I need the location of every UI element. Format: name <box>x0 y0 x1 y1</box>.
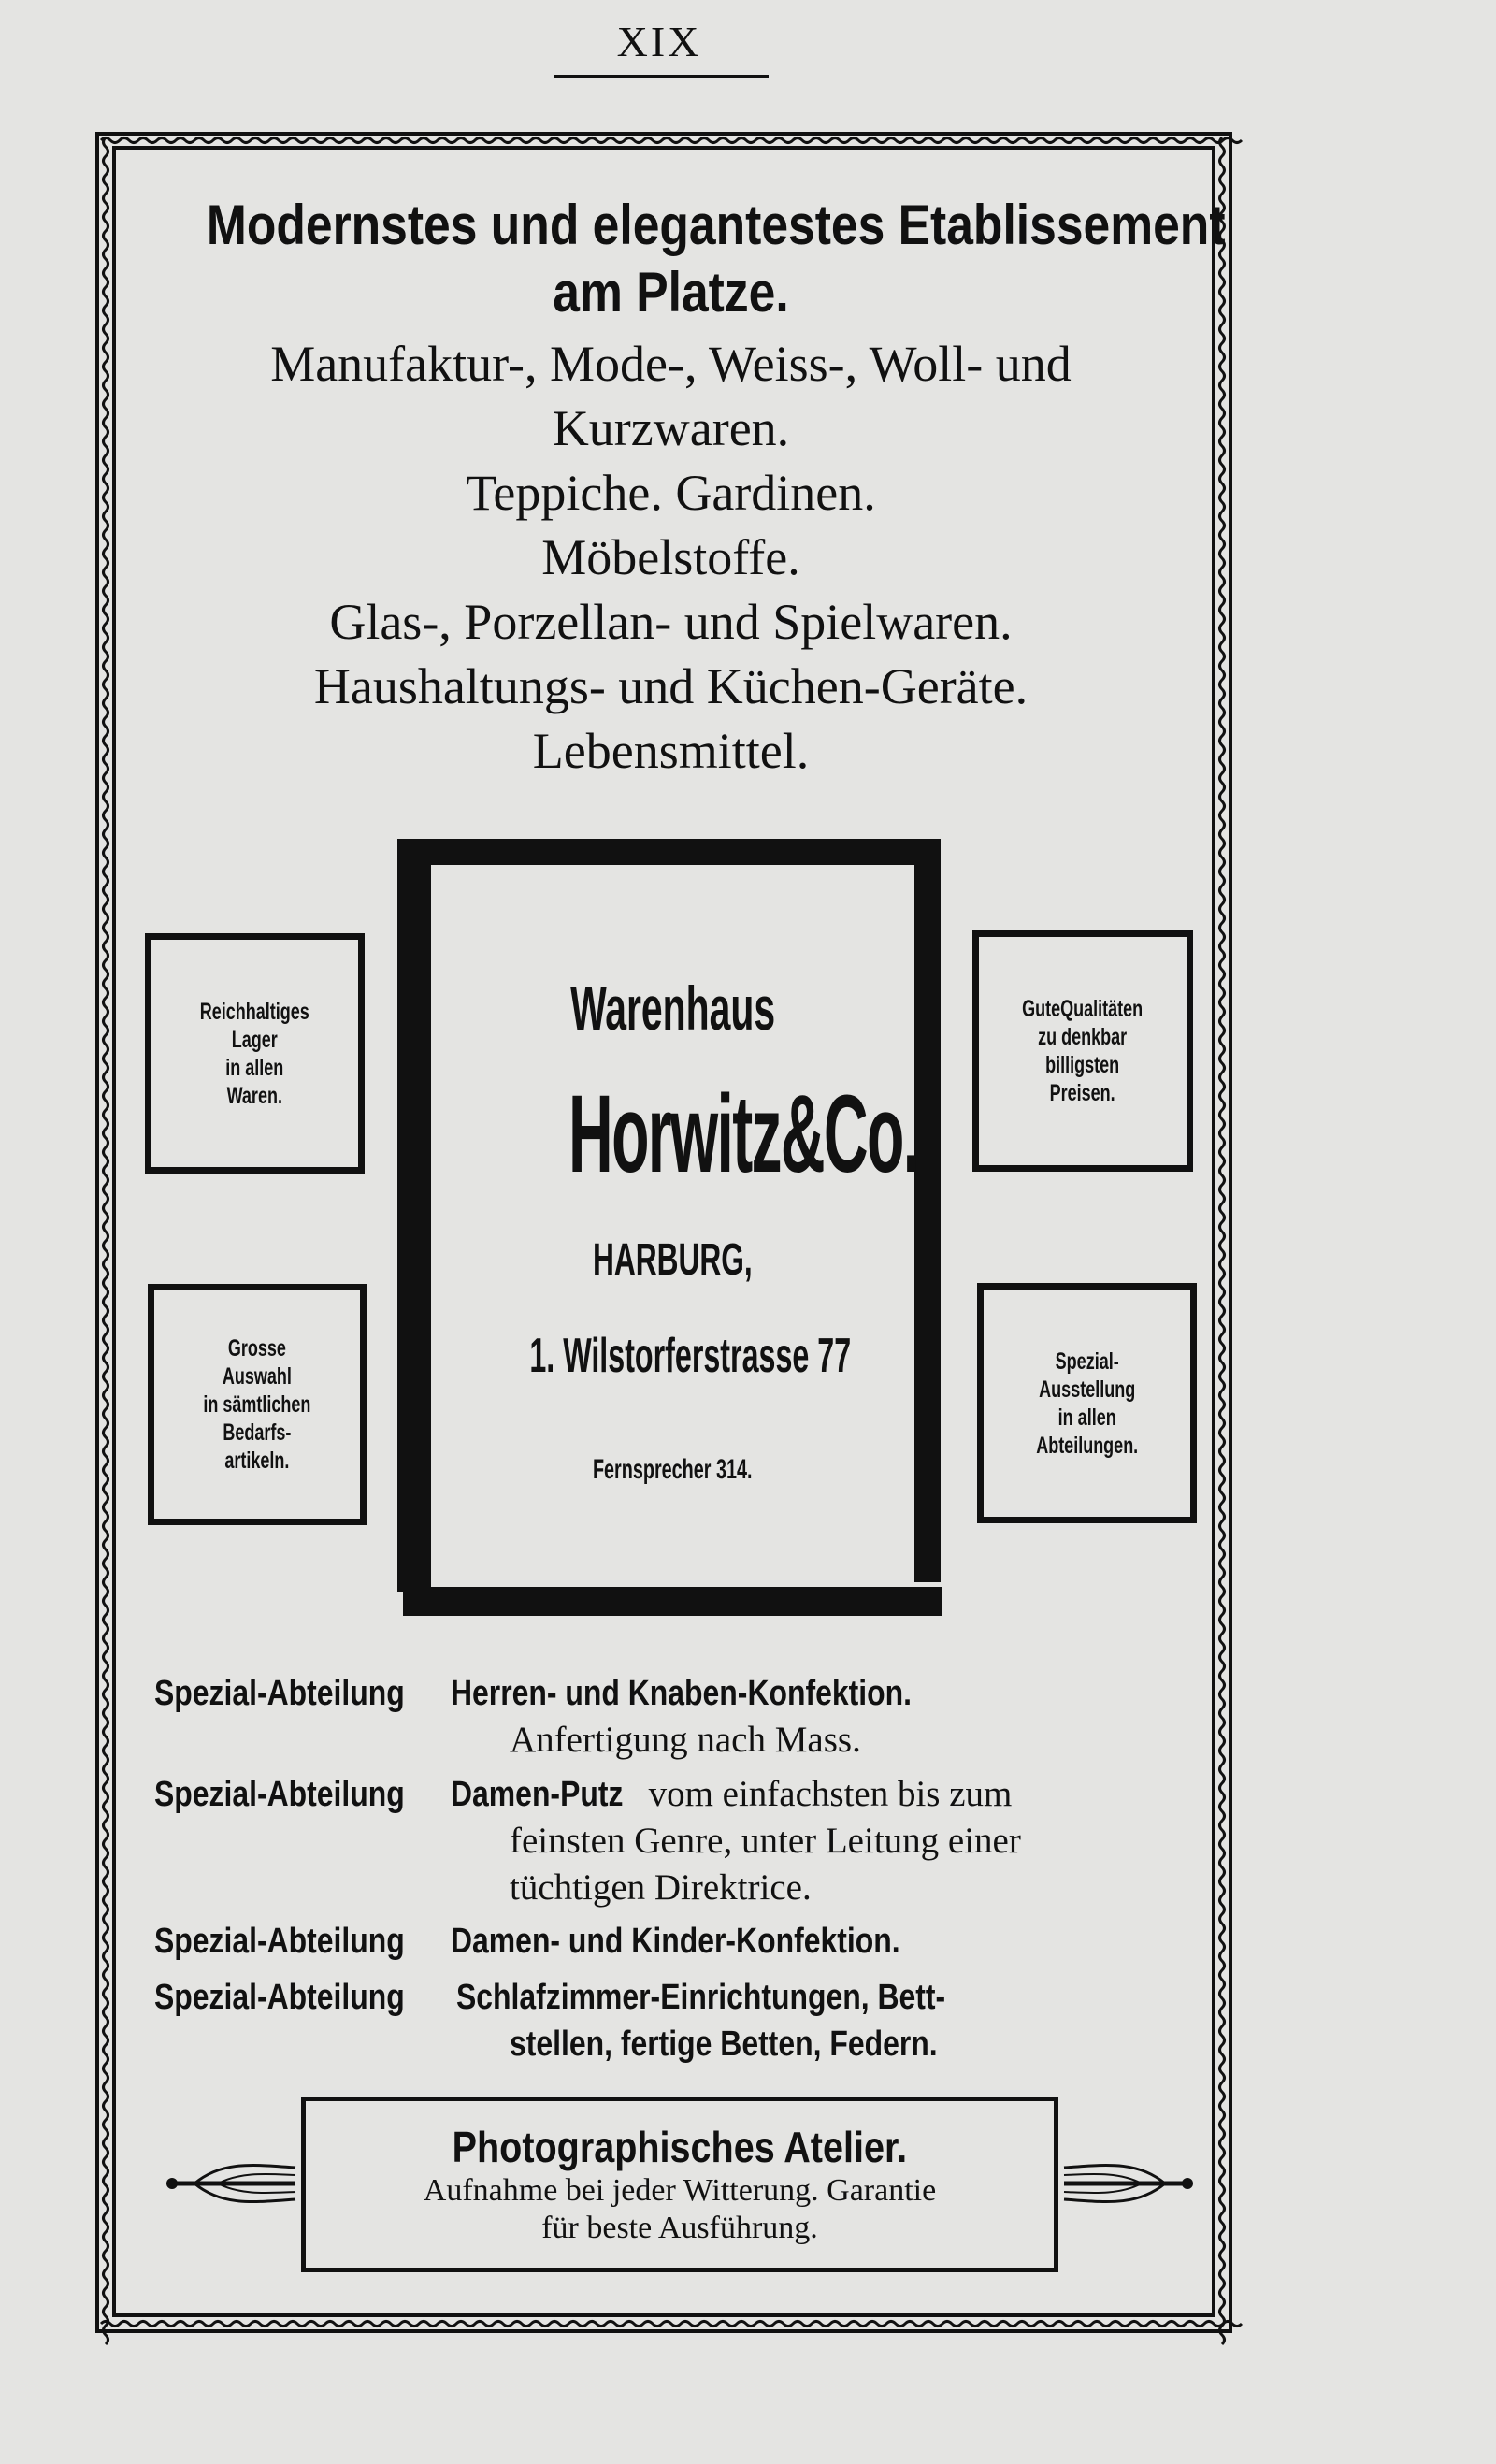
company-phone: Fernsprecher 314. <box>593 1454 753 1485</box>
department-damen-kinder <box>154 1917 1211 1965</box>
company-box-bottom-bar <box>403 1587 942 1616</box>
atelier-line-1: Aufnahme bei jeder Witterung. Garantie <box>423 2173 937 2208</box>
department-label: Spezial-Abteilung <box>154 1674 405 1713</box>
wavy-border-bottom <box>101 2322 1242 2327</box>
department-label: Spezial-Abteilung <box>154 1922 405 1961</box>
atelier-line-2: für beste Ausführung. <box>541 2211 818 2245</box>
wares-line: Teppiche. Gardinen. <box>466 465 876 521</box>
atelier-title: Photographisches Atelier. <box>452 2123 908 2171</box>
side-box-top-left: Reichhaltiges Lager in allen Waren. <box>145 933 365 1174</box>
wares-line: Haushaltungs- und Küchen-Geräte. <box>313 658 1028 714</box>
company-box-left-bar <box>397 839 431 1592</box>
headline-line-2: am Platze. <box>553 261 789 324</box>
wares-line: Möbelstoffe. <box>541 529 800 585</box>
department-damen-putz <box>154 1770 1211 1911</box>
side-box-top-right: GuteQualitäten zu denkbar billigsten Preisen. <box>972 930 1193 1172</box>
wavy-border-left <box>104 137 108 2344</box>
company-box-right-bar <box>914 839 941 1582</box>
company-street: 1. Wilstorferstrasse 77 <box>529 1329 852 1383</box>
department-label: Spezial-Abteilung <box>154 1775 405 1814</box>
company-name: Horwitz&Co. <box>568 1073 919 1196</box>
department-label: Spezial-Abteilung <box>154 1978 405 2017</box>
department-detail: tüchtigen Direktrice. <box>510 1867 812 1908</box>
wares-line: Lebensmittel. <box>532 723 810 779</box>
wares-line: Glas-, Porzellan- und Spielwaren. <box>329 594 1013 650</box>
department-detail: feinsten Genre, unter Leitung einer <box>510 1821 1021 1861</box>
ornament-right <box>1062 2151 1193 2216</box>
department-name: Damen- und Kinder-Konfektion. <box>450 1922 900 1961</box>
page-number: XIX <box>616 18 702 65</box>
side-box-bottom-left: Grosse Auswahl in sämtlichen Bedarfs- artikeln. <box>148 1284 367 1525</box>
department-detail: Anfertigung nach Mass. <box>510 1720 861 1760</box>
wares-line: Kurzwaren. <box>552 400 790 456</box>
department-name: Schlafzimmer-Einrichtungen, Bett- <box>455 1978 946 2017</box>
company-box-top-bar <box>397 839 938 865</box>
wares-line: Manufaktur-, Mode-, Weiss-, Woll- und <box>270 336 1072 392</box>
department-schlafzimmer <box>154 1973 1211 2068</box>
wavy-border-top <box>101 138 1242 143</box>
wares-list <box>131 332 1211 784</box>
warenhaus-label: Warenhaus <box>569 973 776 1043</box>
side-box-bottom-right: Spezial- Ausstellung in allen Abteilungen. <box>977 1283 1197 1523</box>
headline <box>131 192 1226 326</box>
department-detail: stellen, fertige Betten, Federn. <box>510 2025 938 2064</box>
wavy-border-right <box>1220 137 1225 2344</box>
ornament-left <box>166 2151 297 2216</box>
headline-line-1: Modernstes und elegantestes Etablissement <box>206 194 1226 256</box>
department-detail: vom einfachsten bis zum <box>648 1774 1013 1814</box>
department-name: Damen-Putz <box>450 1775 624 1814</box>
company-box <box>397 839 938 1618</box>
department-name: Herren- und Knaben-Konfektion. <box>450 1674 912 1713</box>
company-city: HARBURG, <box>593 1235 753 1285</box>
department-herren <box>154 1669 1211 1764</box>
atelier-box <box>301 2097 1058 2272</box>
